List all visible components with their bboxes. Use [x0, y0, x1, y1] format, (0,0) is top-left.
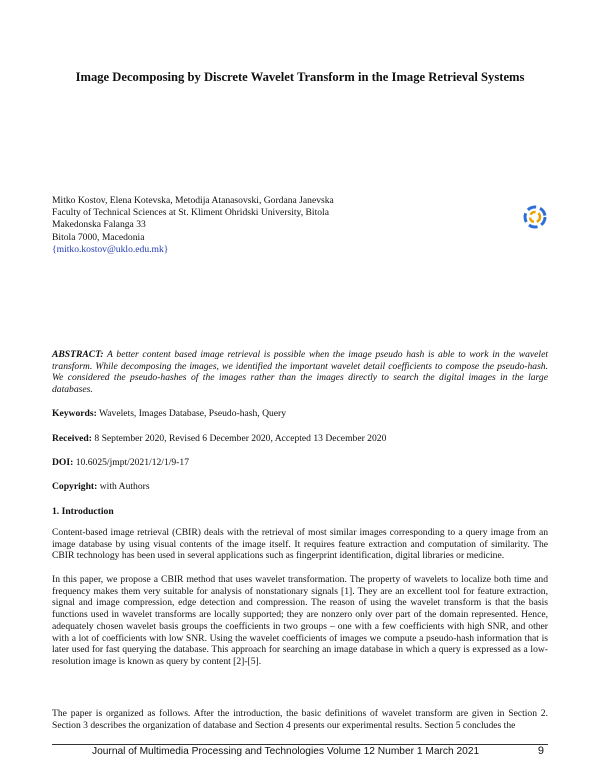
abstract-text: A better content based image retrieval is possible when the image pseudo hash is able to work in the wavelet transform. While decomposing the images, we identified the important wavelet detail coefficients to compose the pseudo-hash. We considered the pseudo-hashes of the images rather than the images directly to search the digital images in the large databases. [52, 349, 548, 395]
author-city: Bitola 7000, Macedonia [52, 231, 145, 243]
footer-journal: Journal of Multimedia Processing and Technologies Volume 12 Number 1 March 2021 [92, 746, 480, 757]
copyright-value: with Authors [99, 481, 150, 492]
abstract [52, 349, 548, 395]
author-affiliation: Faculty of Technical Sciences at St. Kliment Ohridski University, Bitola [52, 207, 329, 219]
page-footer [52, 744, 548, 765]
paper-title: Image Decomposing by Discrete Wavelet Transform in the Image Retrieval Systems [75, 70, 525, 84]
paragraph-2: In this paper, we propose a CBIR method that uses wavelet transformation. The property of wavelets to localize both time and frequency makes them very suitable for analysis of nonstationary signals [1]. They are an excellent tool for feature extraction, signal and image compression, edge detection and compression. The reason of using the wavelet transform is that the basis functions used in wavelet transforms are locally supported; they are nonzero only over part of the domain represented. Hence, adequately chosen wavelet basis groups the coefficients in two groups – one with a few coefficients with high SNR, and other with a lot of coefficients with low SNR. Using the wavelet coefficients of images we compute a pseudo-hash information that is later used for fast querying the database. This approach for searching an image database in which a query is expressed as a low-resolution image is known as query by content [2]-[5]. [52, 574, 548, 667]
page-number: 9 [537, 745, 544, 757]
keywords-label: Keywords: [52, 408, 97, 419]
author-names: Mitko Kostov, Elena Kotevska, Metodija Atanasovski, Gordana Janevska [52, 195, 334, 206]
paragraph-1: Content-based image retrieval (CBIR) deals with the retrieval of most similar images corresponding to a query image from an image database by using visual contents of the image itself. It requires feature extraction and computation of similarity. The CBIR technology has been used in several applications such as fingerprint identification, digital libraries or medicine. [52, 527, 548, 562]
paragraph-3: The paper is organized as follows. After the introduction, the basic definitions of wavelet transform are given in Section 2. Section 3 describes the organization of database and Section 4 presents our experimental results. Section 5 concludes the [52, 708, 548, 731]
doi-value[interactable]: 10.6025/jmpt/2021/12/1/9-17 [75, 457, 189, 468]
received-line [52, 433, 386, 444]
section-heading: 1. Introduction [52, 506, 114, 517]
author-block [52, 195, 334, 256]
received-label: Received: [52, 433, 92, 444]
doi-label: DOI: [52, 457, 74, 468]
author-street: Makedonska Falanga 33 [52, 219, 146, 231]
keywords-line [52, 408, 286, 419]
author-email[interactable]: {mitko.kostov@uklo.edu.mk} [52, 243, 169, 255]
received-value: 8 September 2020, Revised 6 December 2020, Accepted 13 December 2020 [94, 433, 387, 444]
copyright-label: Copyright: [52, 481, 98, 492]
copyright-line [52, 481, 150, 492]
abstract-label: ABSTRACT: [52, 349, 104, 360]
doi-line [52, 457, 189, 468]
crossmark-logo-icon[interactable] [522, 204, 548, 230]
keywords-value: Wavelets, Images Database, Pseudo-hash, Query [99, 408, 287, 419]
